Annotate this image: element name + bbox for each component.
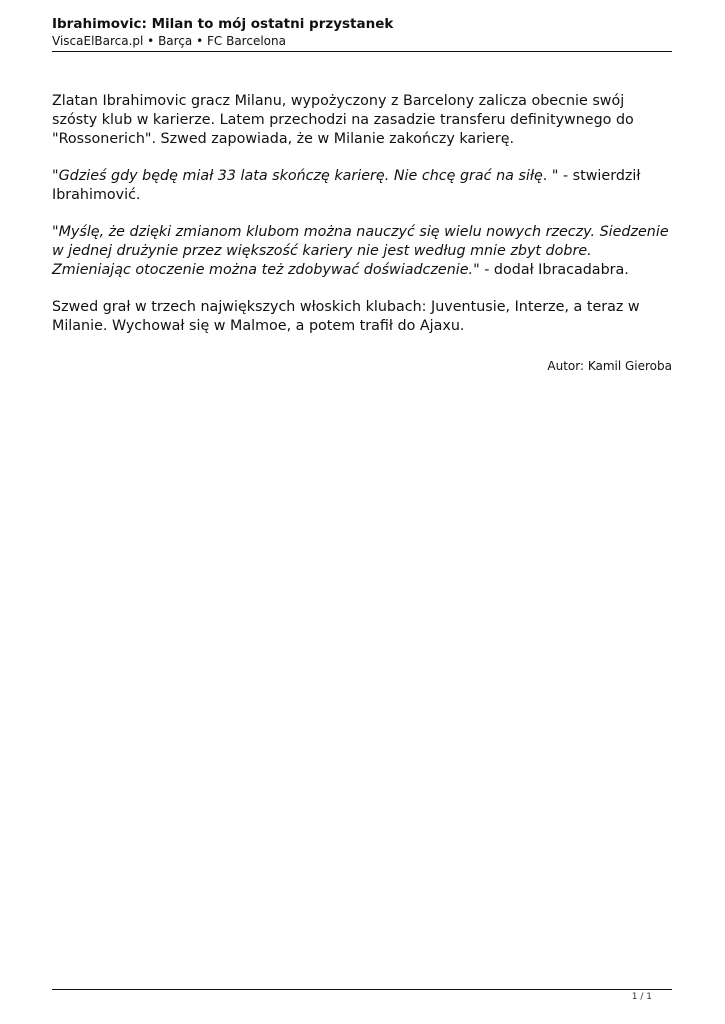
quote-1-open-mark: "	[52, 168, 59, 184]
site-breadcrumb: ViscaElBarca.pl • Barça • FC Barcelona	[52, 34, 286, 48]
quote-1-text: Gdzieś gdy będę miał 33 lata skończę karierę. Nie chcę grać na siłę	[58, 168, 543, 184]
quote-paragraph-1	[52, 167, 672, 205]
quote-paragraph-2	[52, 223, 672, 280]
page-header	[52, 16, 672, 49]
article-body	[52, 92, 672, 374]
author-credit: Autor: Kamil Gieroba	[547, 359, 672, 373]
footer-divider	[52, 989, 672, 990]
quote-2-attribution: " - dodał Ibracadabra.	[473, 262, 629, 278]
quote-1-attribution: . " - stwierdził Ibrahimović.	[52, 168, 641, 203]
intro-paragraph: Zlatan Ibrahimovic gracz Milanu, wypożyczony z Barcelony zalicza obecnie swój szósty klub w karierze. Latem przechodzi na zasadzie transferu definitywnego do "Rossonerich". Szwed zapowiada, że w Milanie zakończy karierę.	[52, 93, 634, 147]
quote-2-open-mark: "	[52, 224, 59, 240]
closing-paragraph: Szwed grał w trzech największych włoskich klubach: Juventusie, Interze, a teraz w Milanie. Wychował się w Malmoe, a potem trafił do Ajaxu.	[52, 299, 640, 334]
article-title: Ibrahimovic: Milan to mój ostatni przystanek	[52, 16, 394, 32]
quote-2-text: Myślę, że dzięki zmianom klubom można nauczyć się wielu nowych rzeczy. Siedzenie w jednej drużynie przez większość kariery nie jest według mnie zbyt dobre. Zmieniając otoczenie można też zdobywać doświadczenie.	[52, 224, 669, 278]
header-divider	[52, 51, 672, 52]
page-number: 1 / 1	[631, 992, 652, 1002]
